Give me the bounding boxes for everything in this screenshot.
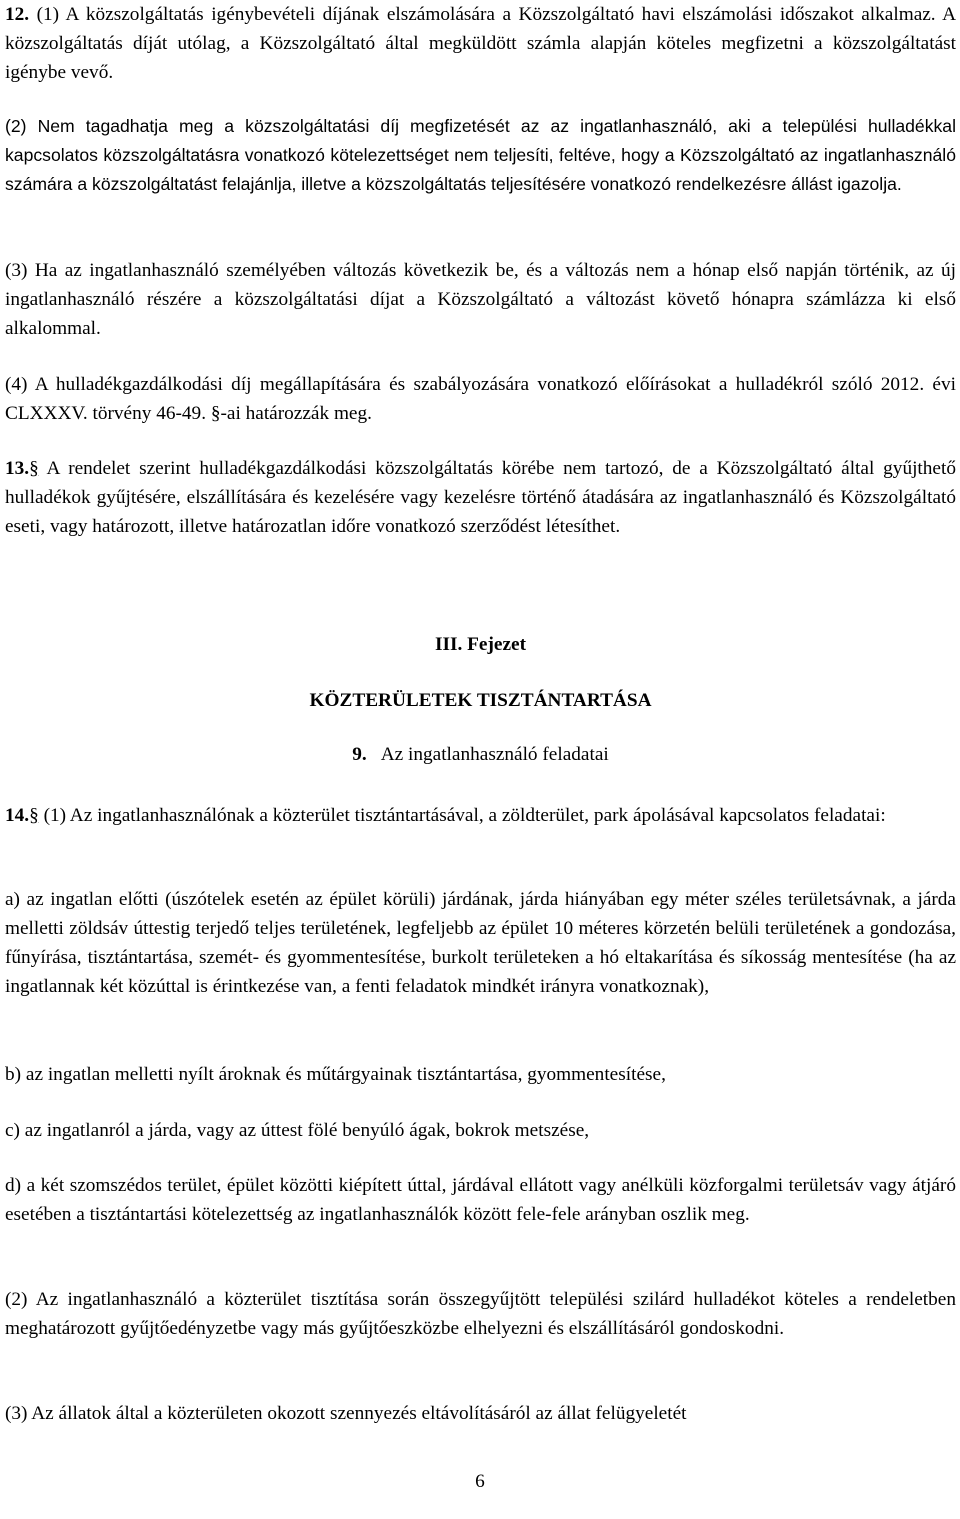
list-item-d	[5, 1171, 956, 1229]
paragraph-text: d) a két szomszédos terület, épület közötti kiépített úttal, járdával ellátott vagy anélküli közforgalmi területsáv vagy átjáró esetében a tisztántartási kötelezettség az ingatlanhasználók között fele-fele arányban oszlik meg.	[5, 1175, 956, 1225]
page-number: 6	[475, 1471, 485, 1492]
paragraph-12-4	[5, 370, 956, 428]
subsection-heading	[5, 740, 956, 769]
paragraph-13	[5, 454, 956, 541]
paragraph-12-1	[5, 0, 956, 87]
paragraph-text: (1) A közszolgáltatás igénybevételi díjának elszámolására a Közszolgáltató havi elszámolási időszakot alkalmaz. A közszolgáltatás díját utólag, a Közszolgáltató által megküldött számla alapján köteles megfizetni a közszolgáltatást igénybe vevő.	[5, 4, 956, 83]
paragraph-text: b) az ingatlan melletti nyílt ároknak és műtárgyainak tisztántartása, gyommentesítése,	[5, 1064, 666, 1085]
section-number: 14.	[5, 805, 30, 826]
list-item-c	[5, 1116, 589, 1145]
section-sign: §	[29, 805, 39, 826]
paragraph-text: (2) Az ingatlanhasználó a közterület tisztítása során összegyűjtött települési szilárd hulladékot köteles a rendeletben meghatározott gyűjtőedényzetbe vagy más gyűjtőeszközbe elhelyezni és elszállításáról gondoskodni.	[5, 1289, 956, 1339]
list-item-b	[5, 1060, 666, 1089]
paragraph-text: a) az ingatlan előtti (úszótelek esetén az épület körüli) járdának, járda hiányában egy méter széles területsávnak, a járda melletti zöldsáv úttestig terjedő teljes területének, legfeljebb az épület 10 méteres körzetén belüli területének a gondozása, fűnyírása, tisztántartása, szemét- és gyommentesítése, burkolt területeken a hó eltakarítása és síkosság mentesítése (ha az ingatlannak két közúttal is érintkezése van, a fenti feladatok mindkét irányra vonatkoznak),	[5, 889, 956, 997]
chapter-title: KÖZTERÜLETEK TISZTÁNTARTÁSA	[309, 690, 652, 711]
paragraph-14-3	[5, 1399, 687, 1428]
section-number: 13.	[5, 458, 30, 479]
paragraph-text: (4) A hulladékgazdálkodási díj megállapítására és szabályozására vonatkozó előírásokat a hulladékról szóló 2012. évi CLXXXV. törvény 46-49. §-ai határozzák meg.	[5, 374, 956, 424]
list-item-a	[5, 885, 956, 1001]
subsection-title: Az ingatlanhasználó feladatai	[380, 744, 609, 765]
paragraph-text: (1) Az ingatlanhasználónak a közterület tisztántartásával, a zöldterület, park ápolásával kapcsolatos feladatai:	[38, 805, 886, 826]
paragraph-text: (2) Nem tagadhatja meg a közszolgáltatási díj megfizetését az az ingatlanhasználó, aki a települési hulladékkal kapcsolatos közszolgáltatásra vonatkozó kötelezettséget nem teljesíti, feltéve, hogy a Közszolgáltató az ingatlanhasználó számára a közszolgáltatást felajánlja, illetve a közszolgáltatás teljesítésére vonatkozó rendelkezésre állást igazolja.	[5, 116, 956, 194]
paragraph-text: (3) Ha az ingatlanhasználó személyében változás következik be, és a változás nem a hónap első napján történik, az új ingatlanhasználó részére a közszolgáltatási díjat a Közszolgáltató a változást követő hónapra számlázza ki első alkalommal.	[5, 260, 956, 339]
chapter-heading: III. Fejezet	[434, 634, 526, 655]
paragraph-14-1	[5, 801, 886, 830]
paragraph-12-2	[5, 112, 956, 199]
section-sign: §	[29, 458, 39, 479]
paragraph-text: (3) Az állatok által a közterületen okozott szennyezés eltávolításáról az állat felügyeletét	[5, 1403, 687, 1424]
paragraph-text: c) az ingatlanról a járda, vagy az úttest fölé benyúló ágak, bokrok metszése,	[5, 1120, 590, 1141]
section-number: 12.	[5, 4, 30, 25]
paragraph-12-3	[5, 256, 956, 343]
paragraph-text: A rendelet szerint hulladékgazdálkodási közszolgáltatás körébe nem tartozó, de a Közszolgáltató által gyűjthető hulladékok gyűjtésére, elszállítására és kezelésére vagy kezelésre történő átadására az ingatlanhasználó és Közszolgáltató eseti, vagy határozott, illetve határozatlan időre vonatkozó szerződést létesíthet.	[5, 458, 956, 537]
subsection-number: 9.	[352, 744, 367, 765]
paragraph-14-2	[5, 1285, 956, 1343]
